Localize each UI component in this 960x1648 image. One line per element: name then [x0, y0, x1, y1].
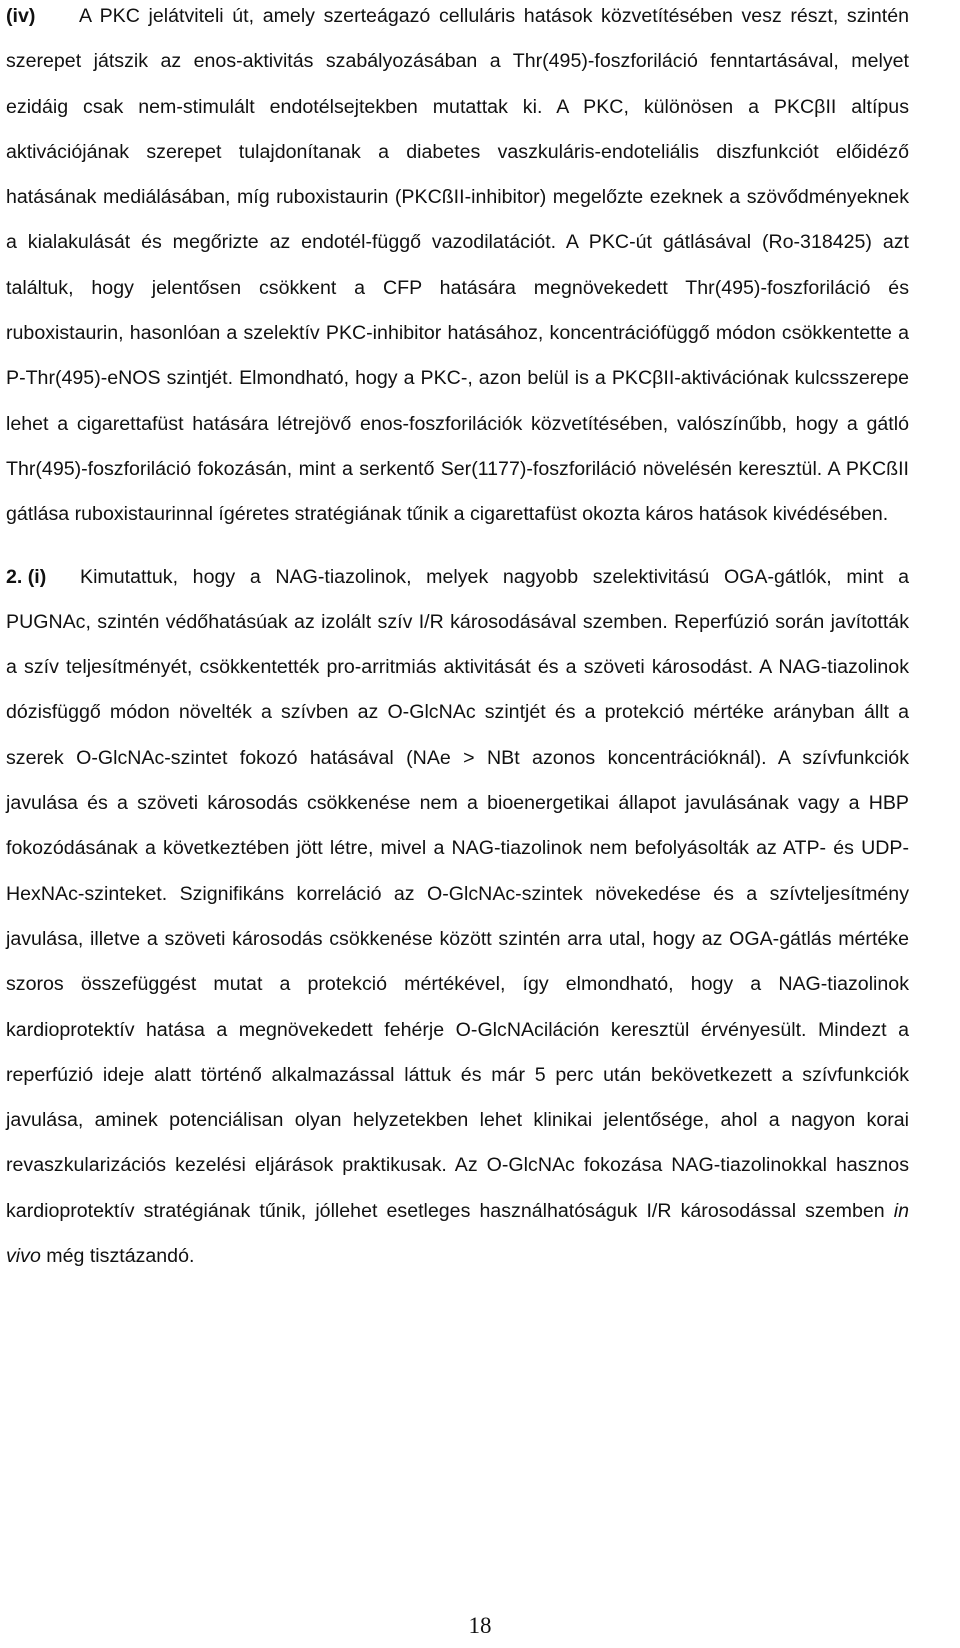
- paragraph-iv: [6, 0, 909, 538]
- page-number: 18: [468, 1613, 492, 1638]
- document-body: [6, 0, 909, 1279]
- paragraph-2-i: [6, 555, 909, 1280]
- paragraph-2-i-ending: még tisztázandó.: [40, 1245, 195, 1268]
- paragraph-marker-iv: (iv): [6, 5, 36, 27]
- paragraph-2-i-text: Kimutattuk, hogy a NAG-tiazolinok, melyek nagyobb szelektivitású OGA-gátlók, mint a PUGNAc, szintén védőhatásúak az izolált szív I/R károsodásával szemben. Reperfúzió során javították a szív teljesítményét, csökkentették pro-arritmiás aktivitását és a szöveti károsodást. A NAG-tiazolinok dózisfüggő módon növelték a szívben az O-GlcNAc szintjét és a protekció mértéke arányban állt a szerek O-GlcNAc-szintet fokozó hatásával (NAe > NBt azonos koncentrációknál). A szívfunkciók javulása és a szöveti károsodás csökkenése nem a bioenergetikai állapot javulásának vagy a HBP fokozódásának a következtében jött létre, mivel a NAG-tiazolinok nem befolyásolták az ATP- és UDP-HexNAc-szinteket. Szignifikáns korreláció az O-GlcNAc-szintek növekedése és a szívteljesítmény javulása, illetve a szöveti károsodás csökkenése között szintén arra utal, hogy az OGA-gátlás mértéke szoros összefüggést mutat a protekció mértékével, így elmondható, hogy a NAG-tiazolinok kardioprotektív hatása a megnövekedett fehérje O-GlcNAciláción keresztül érvényesült. Mindezt a reperfúzió ideje alatt történő alkalmazással láttuk és már 5 perc után bekövetkezett a szívfunkciók javulása, aminek potenciálisan olyan helyzetekben lehet klinikai jelentősége, ahol a nagyon korai revaszkularizációs kezelési eljárások praktikusak. Az O-GlcNAc fokozása NAG-tiazolinokkal hasznos kardioprotektív stratégiának tűnik, jóllehet esetleges használhatóságuk I/R károsodással szemben: [6, 565, 909, 1222]
- italic-in-vivo: in vivo: [6, 1199, 909, 1268]
- paragraph-iv-text: A PKC jelátviteli út, amely szerteágazó celluláris hatások közvetítésében vesz részt, szintén szerepet játszik az enos-aktivitás szabályozásában a Thr(495)-foszforiláció fenntartásával, melyet ezidáig csak nem-stimulált endotélsejtekben mutattak ki. A PKC, különösen a PKCβII altípus aktivációjának szerepet tulajdonítanak a diabetes vaszkuláris-endoteliális diszfunkciót előidéző hatásának mediálásában, míg ruboxistaurin (PKCßII-inhibitor) megelőzte ezeknek a szövődményeknek a kialakulását és megőrizte az endotél-függő vazodilatációt. A PKC-út gátlásával (Ro-318425) azt találtuk, hogy jelentősen csökkent a CFP hatására megnövekedett Thr(495)-foszforiláció és ruboxistaurin, hasonlóan a szelektív PKC-inhibitor hatásához, koncentrációfüggő módon csökkentette a P-Thr(495)-eNOS szintjét. Elmondható, hogy a PKC-, azon belül is a PKCβII-aktivációnak kulcsszerepe lehet a cigarettafüst hatására létrejövő enos-foszforilációk közvetítésében, valószínűbb, hogy a gátló Thr(495)-foszforiláció fokozásán, mint a serkentő Ser(1177)-foszforiláció növelésén keresztül. A PKCßII gátlása ruboxistaurinnal ígéretes stratégiának tűnik a cigarettafüst okozta káros hatások kivédésében.: [6, 5, 909, 526]
- paragraph-marker-2-i: 2. (i): [6, 565, 47, 588]
